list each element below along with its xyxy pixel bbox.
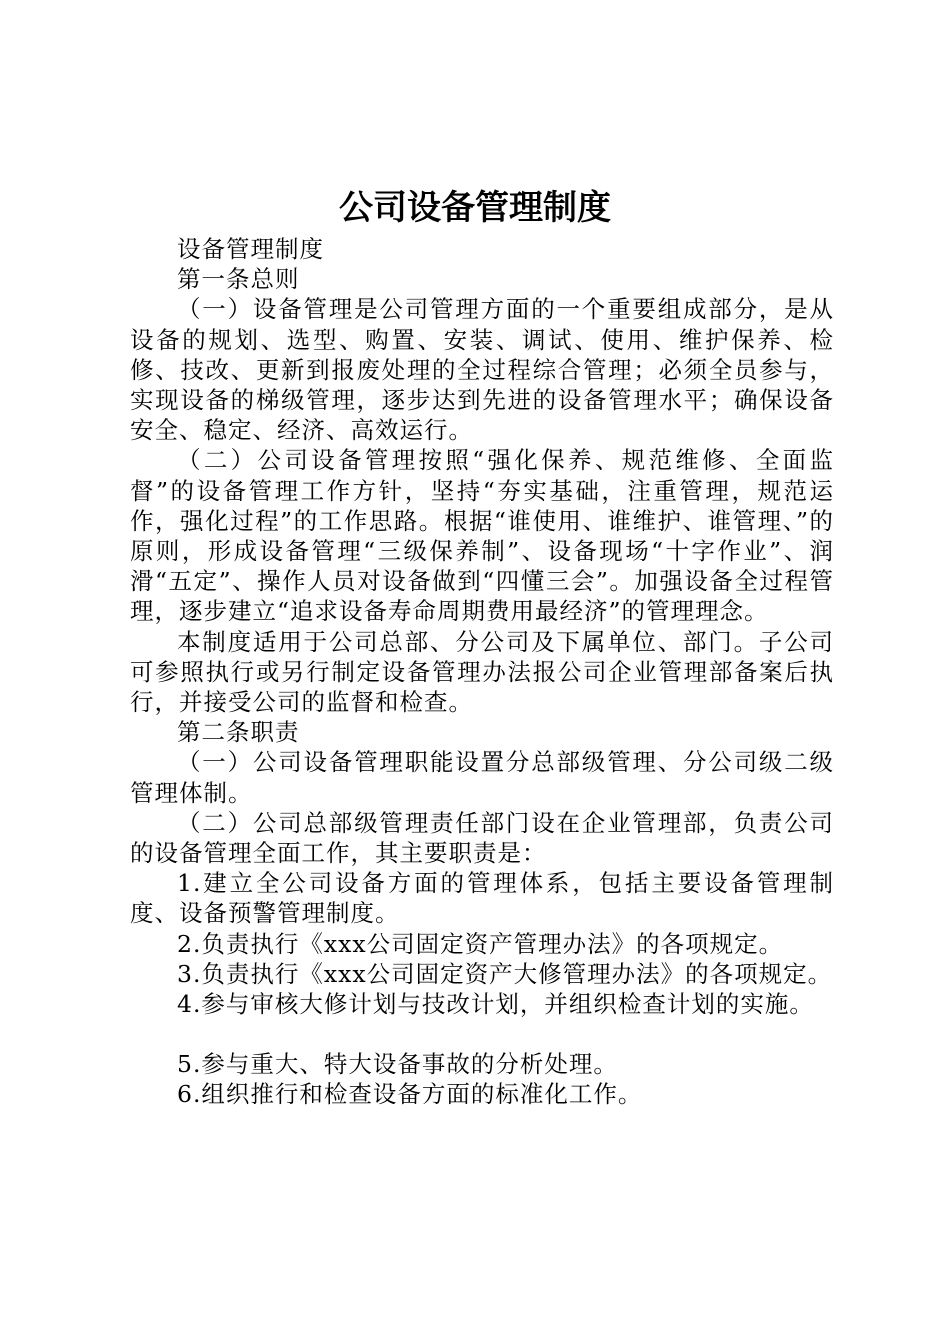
list-item: 3.负责执行《xxx公司固定资产大修管理办法》的各项规定。 [177, 959, 833, 988]
document-body [130, 234, 834, 1110]
blank-line [130, 1019, 834, 1049]
document-title: 公司设备管理制度 [339, 188, 611, 228]
article-heading: 第一条总则 [177, 265, 300, 294]
list-item: 1.建立全公司设备方面的管理体系，包括主要设备管理制度、设备预警管理制度。 [130, 869, 834, 928]
paragraph: （一）设备管理是公司管理方面的一个重要组成部分，是从设备的规划、选型、购置、安装、调试、使用、维护保养、检修、技改、更新到报废处理的全过程综合管理；必须全员参与，实现设备的梯级管理，逐步达到先进的设备管理水平；确保设备安全、稳定、经济、高效运行。 [130, 295, 834, 445]
article-heading: 第二条职责 [177, 718, 300, 747]
list-item: 6.组织推行和检查设备方面的标准化工作。 [177, 1080, 643, 1109]
list-item: 4.参与审核大修计划与技改计划，并组织检查计划的实施。 [177, 990, 814, 1019]
paragraph: （二）公司总部级管理责任部门设在企业管理部，负责公司的设备管理全面工作，其主要职责是： [130, 808, 834, 868]
paragraph: （二）公司设备管理按照“强化保养、规范维修、全面监督”的设备管理工作方针，坚持“夯实基础，注重管理，规范运作，强化过程”的工作思路。根据“谁使用、谁维护、谁管理、”的原则，形成设备管理“三级保养制”、设备现场“十字作业”、润滑“五定”、操作人员对设备做到“四懂三会”。加强设备全过程管理，逐步建立“追求设备寿命周期费用最经济”的管理理念。 [130, 446, 834, 626]
paragraph: 本制度适用于公司总部、分公司及下属单位、部门。子公司可参照执行或另行制定设备管理办法报公司企业管理部备案后执行，并接受公司的监督和检查。 [130, 627, 834, 717]
list-item: 5.参与重大、特大设备事故的分析处理。 [177, 1050, 618, 1079]
paragraph: （一）公司设备管理职能设置分总部级管理、分公司级二级管理体制。 [130, 748, 834, 807]
list-item: 2.负责执行《xxx公司固定资产管理办法》的各项规定。 [177, 929, 784, 958]
section-heading: 设备管理制度 [177, 235, 324, 263]
